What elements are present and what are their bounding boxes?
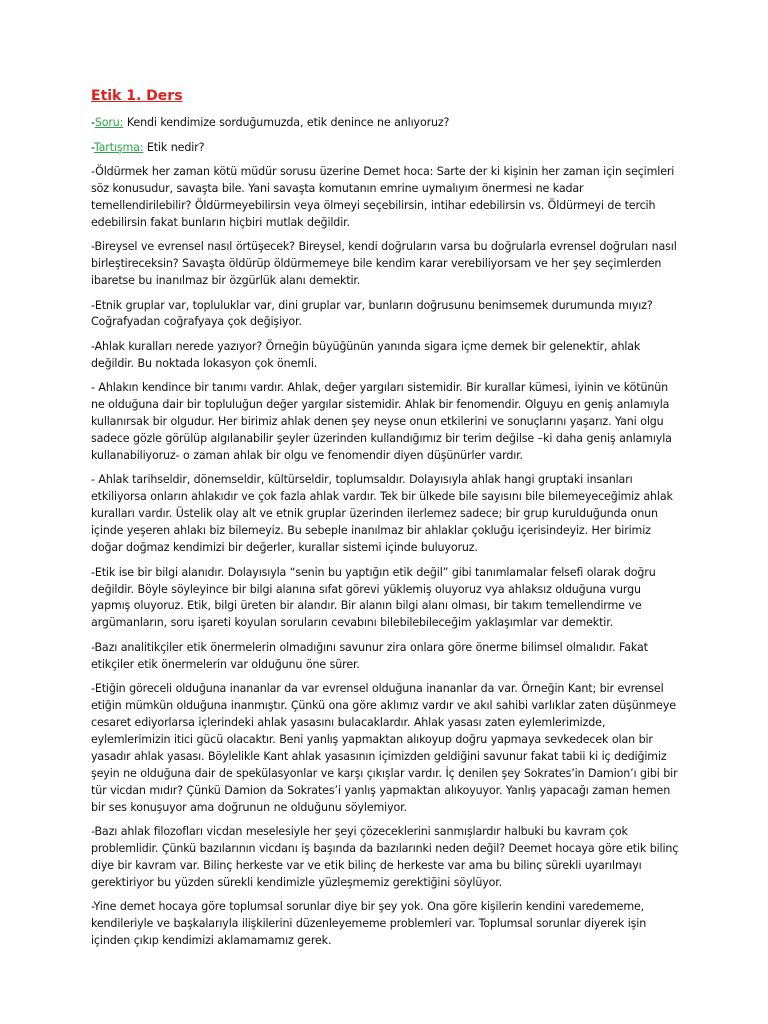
discussion-tag: Tartışma: (93, 140, 144, 154)
paragraph-analytic-propositions: -Bazı analitikçiler etik önermelerin olmadığını savunur zira onlara göre önerme bilimsel olmalıdır. Fakat etikçiler etik önermelerin var olduğunu öne sürer. (91, 640, 648, 671)
paragraph-ethics-knowledge: -Etik ise bir bilgi alanıdır. Dolayısıyla “senin bu yaptığın etik değil” gibi tanımlamalar felsefi olarak doğru değildir. Böyle söyleyince bir bilgi alanına sıfat görevi yüklemiş oluyoruz vya ahlaksız olduğuna vurgu yapmış oluyoruz. Etik, bilgi üreten bir alandır. Bir alanın bilgi alanı olması, bir takım temellendirme ve argümanların, soru işareti koyulan soruların cevabını bilebilebileceğim yaklaşımlar var demektir. (91, 565, 656, 630)
question-tag: Soru: (94, 116, 124, 129)
paragraph-ethnic-groups: -Etnik gruplar var, topluluklar var, dini gruplar var, bunların doğrusunu benimsemek durumunda mıyız? Coğrafyadan coğrafyaya çok değişiyor. (91, 298, 653, 329)
paragraph-individual-universal: -Bireysel ve evrensel nasıl örtüşecek? Bireysel, kendi doğruların varsa bu doğrularla evrensel doğruları nasıl birleştireceksin? Savaşta öldürüp öldürmemeye bile kendim karar verebiliyorsam ve her şey seçimlerden ibaretse bu inanılmaz bir özgürlük alanı demektir. (91, 240, 677, 288)
discussion-paragraph (91, 140, 681, 157)
paragraph-conscience: -Bazı ahlak filozofları vicdan meselesiyle her şeyi çözeceklerini sanmışlardır halbuki bu kavram çok problemlidir. Çünkü bazılarının vicdanı iş başında da bazılarınki neden değil? Deemet hocaya göre etik bilinç diye bir kavram var. Bilinç herkeste var ve etik bilinç de herkeste var ama bu bilinç sürekli uyarılmayı gerektiriyor bu yüzden sürekli kendimizle yüzleşmemiz gerektiğini söylüyor. (91, 825, 679, 889)
question-text: Kendi kendimize sorduğumuzda, etik denince ne anlıyoruz? (123, 116, 450, 129)
paragraph-moral-rules: -Ahlak kuralları nerede yazıyor? Örneğin büyüğünün yanında sigara içme demek bir gelenektir, ahlak değildir. Bu noktada lokasyon çok önemli. (91, 339, 641, 370)
paragraph-morality-definition: - Ahlakın kendince bir tanımı vardır. Ahlak, değer yargıları sistemidir. Bir kurallar kümesi, iyinin ve kötünün ne olduğuna dair bir topluluğun değer yargılar sistemidir. Ahlak bir fenomendir. Olguyu en geniş anlamıyla kullanırsak bir olgudur. Her birimiz ahlak denen şey neyse onun etkilerini ve sonuçlarını yaşarız. Yani olgu sadece gözle görülüp algılanabilir şeyler üzerinden kullandığımız bir terim değilse –ki daha geniş anlamıyla kullanabiliyoruz- o zaman ahlak bir olgu ve fenomendir diyen düşünürler vardır. (91, 381, 672, 462)
paragraph-morality-historical: - Ahlak tarihseldir, dönemseldir, kültürseldir, toplumsaldır. Dolayısıyla ahlak hangi gruptaki insanları etkiliyorsa onların ahlakıdır ve çok fazla ahlak vardır. Tek bir ülkede bile sayısını bile bilemeyeceğimiz ahlak kuralları vardır. Üstelik olay alt ve etnik gruplar üzerinden ilerlemez sadece; bir grup kurulduğunda onun içinde yeşeren ahlakı biz bilemeyiz. Bu sebeple inanılmaz bir ahlaklar çokluğu içerisindeyiz. Her birimiz doğar doğmaz kendimizi bir değerler, kurallar sistemi içinde buluyoruz. (91, 473, 673, 555)
paragraph-social-problems: -Yine demet hocaya göre toplumsal sorunlar diye bir şey yok. Ona göre kişilerin kendini varedememe, kendileriyle ve başkalarıyla ilişkilerini düzenleyememe problemleri var. Toplumsal sorunlar diyerek işin içinden çıkıp kendimizi aklamamamız gerek. (91, 900, 647, 948)
question-prefix: - (91, 116, 95, 129)
document-page (91, 86, 681, 958)
discussion-text: Etik nedir? (143, 140, 205, 154)
paragraph-killing-choice: -Öldürmek her zaman kötü müdür sorusu üzerine Demet hoca: Sarte der ki kişinin her zaman için seçimleri söz konusudur, savaşta bile. Yani savaşta komutanın emrine uymalıyım önermesi ne kadar temellendirilebilir? Öldürmeyebilirsin veya ölmeyi seçebilirsin, intihar edebilirsin vs. Öldürmeyi de tercih edebilirsin fakat bunların hiçbiri mutlak değildir. (91, 165, 675, 229)
discussion-prefix: - (91, 140, 94, 154)
document-title: Etik 1. Ders (91, 88, 183, 104)
paragraph-relative-universal: -Etiğin göreceli olduğuna inananlar da var evrensel olduğuna inananlar da var. Örneğin Kant; bir evrensel etiğin mümkün olduğuna inanmıştır. Çünkü ona göre aklımız vardır ve akıl sahibi varlıklar zaten düşünmeye cesaret ediyorlarsa içlerindeki ahlak yasasını bulacaklardır. Ahlak yasası zaten eylemlerimizde, eylemlerimizin itici gücü olacaktır. Beni yanlış yapmaktan alıkoyup doğru yapmaya sevkedecek olan bir yasadır ahlak yasası. Böylelikle Kant ahlak yasasının içimizden geldiğini savunur fakat tabii ki iç dediğimiz şeyin ne olduğuna dair de spekülasyonlar ve karşı çıkışlar vardır. İç denilen şey Sokrates’in Damion’ı gibi bir tür vicdan mıdır? Çünkü Damion da Sokrates’i yanlış yapmaktan alıkoyuyor. Yanlış yapacağı zaman hemen bir ses konuşuyor ama doğrunun ne olduğunu söylemiyor. (91, 682, 678, 814)
question-paragraph (91, 115, 681, 132)
